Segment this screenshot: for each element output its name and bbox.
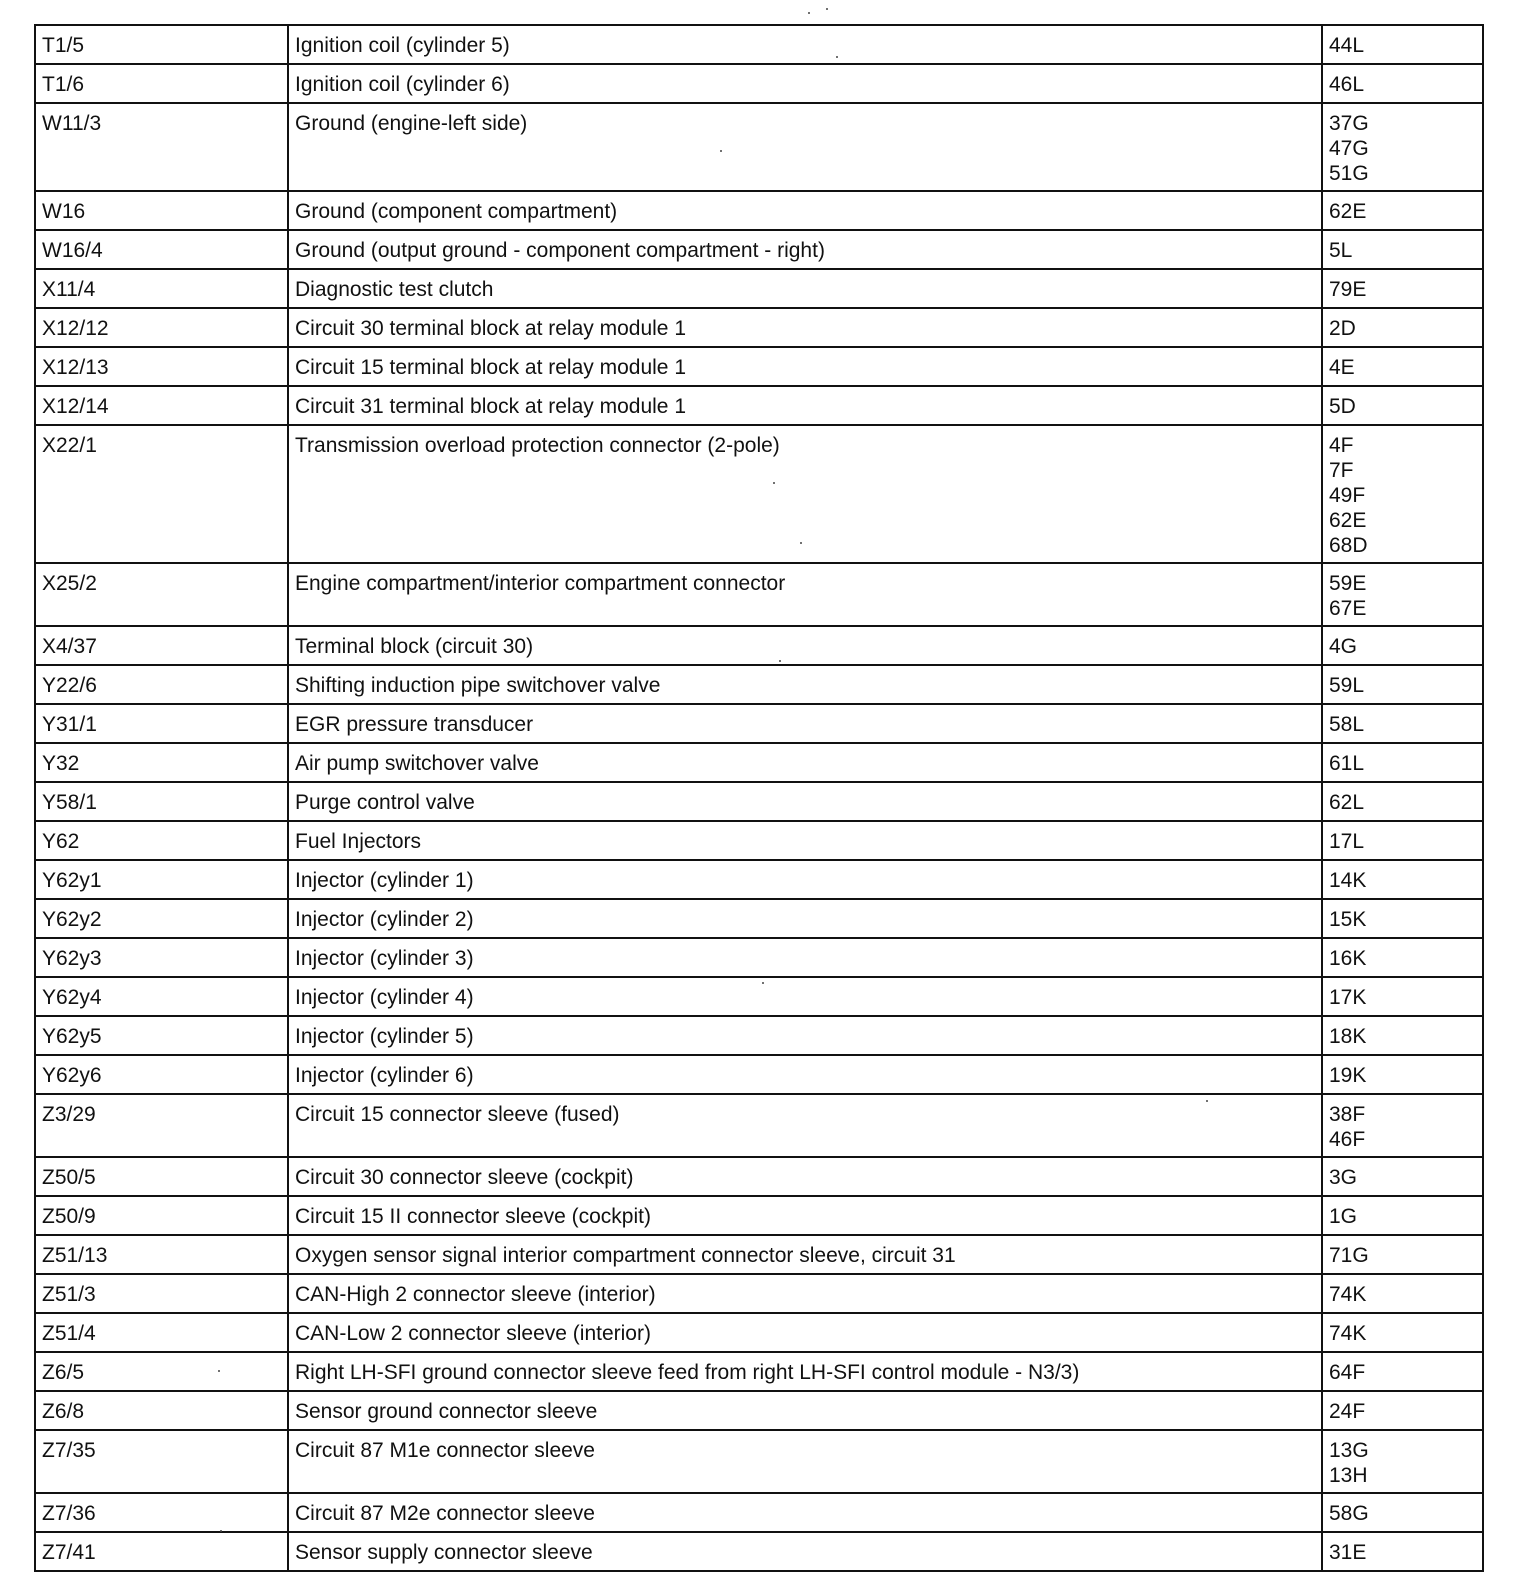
grid-locations [1322, 1391, 1483, 1430]
component-description: Circuit 30 connector sleeve (cockpit) [288, 1157, 1322, 1196]
component-description: Shifting induction pipe switchover valve [288, 665, 1322, 704]
grid-location: 38F [1329, 1103, 1366, 1126]
component-description: Circuit 15 II connector sleeve (cockpit) [288, 1196, 1322, 1235]
table-row [35, 1016, 1483, 1055]
grid-location: 59E [1329, 572, 1367, 595]
component-code: W16/4 [35, 230, 288, 269]
grid-location: 62L [1329, 791, 1365, 814]
scan-speck [1206, 1100, 1208, 1102]
table-row [35, 1430, 1483, 1493]
scan-speck [779, 660, 781, 662]
component-description: Engine compartment/interior compartment connector [288, 563, 1322, 626]
table-row [35, 191, 1483, 230]
grid-location: 59L [1329, 674, 1365, 697]
scan-speck [218, 1370, 220, 1372]
grid-location: 67E [1329, 597, 1367, 620]
grid-locations [1322, 1313, 1483, 1352]
table-row [35, 1532, 1483, 1571]
table-row [35, 425, 1483, 563]
grid-locations [1322, 1235, 1483, 1274]
component-description: Diagnostic test clutch [288, 269, 1322, 308]
component-code: Y32 [35, 743, 288, 782]
component-code: Y62y6 [35, 1055, 288, 1094]
component-description: Air pump switchover valve [288, 743, 1322, 782]
table-row [35, 25, 1483, 64]
component-description: Ground (component compartment) [288, 191, 1322, 230]
grid-locations [1322, 386, 1483, 425]
grid-locations [1322, 1493, 1483, 1532]
grid-location: 15K [1329, 908, 1367, 931]
grid-location: 19K [1329, 1064, 1367, 1087]
component-code: X12/13 [35, 347, 288, 386]
component-description: Injector (cylinder 5) [288, 1016, 1322, 1055]
table-row [35, 1391, 1483, 1430]
component-code: Z51/4 [35, 1313, 288, 1352]
table-row [35, 1313, 1483, 1352]
component-description: Fuel Injectors [288, 821, 1322, 860]
grid-locations [1322, 899, 1483, 938]
component-code: Y31/1 [35, 704, 288, 743]
component-description: Sensor ground connector sleeve [288, 1391, 1322, 1430]
grid-location: 7F [1329, 459, 1354, 482]
grid-locations [1322, 347, 1483, 386]
table-row [35, 1352, 1483, 1391]
grid-locations [1322, 103, 1483, 191]
component-code: T1/6 [35, 64, 288, 103]
component-description: Circuit 15 terminal block at relay module 1 [288, 347, 1322, 386]
grid-location: 51G [1329, 162, 1369, 185]
component-code: Y62 [35, 821, 288, 860]
component-description: Circuit 87 M1e connector sleeve [288, 1430, 1322, 1493]
grid-location: 62E [1329, 200, 1367, 223]
component-code: X12/14 [35, 386, 288, 425]
grid-location: 44L [1329, 34, 1365, 57]
grid-location: 64F [1329, 1361, 1366, 1384]
component-description: Ground (engine-left side) [288, 103, 1322, 191]
component-description: CAN-Low 2 connector sleeve (interior) [288, 1313, 1322, 1352]
component-code: Y62y3 [35, 938, 288, 977]
grid-location: 24F [1329, 1400, 1366, 1423]
grid-location: 4F [1329, 434, 1354, 457]
component-code: Y62y5 [35, 1016, 288, 1055]
component-code: Y62y2 [35, 899, 288, 938]
table-row [35, 977, 1483, 1016]
grid-locations [1322, 1274, 1483, 1313]
component-code: Z50/5 [35, 1157, 288, 1196]
grid-location: 31E [1329, 1541, 1367, 1564]
grid-location: 17L [1329, 830, 1365, 853]
grid-locations [1322, 191, 1483, 230]
table-row [35, 386, 1483, 425]
table-row [35, 1274, 1483, 1313]
grid-location: 5L [1329, 239, 1353, 262]
grid-locations [1322, 860, 1483, 899]
table-row [35, 230, 1483, 269]
table-row [35, 860, 1483, 899]
component-description: Oxygen sensor signal interior compartment connector sleeve, circuit 31 [288, 1235, 1322, 1274]
component-code: X12/12 [35, 308, 288, 347]
component-code: Z7/36 [35, 1493, 288, 1532]
component-code: Z7/35 [35, 1430, 288, 1493]
component-description: Sensor supply connector sleeve [288, 1532, 1322, 1571]
grid-location: 49F [1329, 484, 1366, 507]
component-description: CAN-High 2 connector sleeve (interior) [288, 1274, 1322, 1313]
grid-locations [1322, 704, 1483, 743]
scan-speck [720, 150, 722, 152]
table-row [35, 665, 1483, 704]
component-description: Injector (cylinder 1) [288, 860, 1322, 899]
grid-locations [1322, 1430, 1483, 1493]
grid-locations [1322, 1016, 1483, 1055]
grid-location: 16K [1329, 947, 1367, 970]
grid-location: 62E [1329, 509, 1367, 532]
component-code: X25/2 [35, 563, 288, 626]
component-description: Injector (cylinder 4) [288, 977, 1322, 1016]
grid-locations [1322, 308, 1483, 347]
component-code: Z51/3 [35, 1274, 288, 1313]
grid-location: 17K [1329, 986, 1367, 1009]
grid-location: 61L [1329, 752, 1365, 775]
component-code: X4/37 [35, 626, 288, 665]
grid-location: 14K [1329, 869, 1367, 892]
table-row [35, 347, 1483, 386]
table-row [35, 1493, 1483, 1532]
grid-location: 4E [1329, 356, 1355, 379]
component-description: Ignition coil (cylinder 5) [288, 25, 1322, 64]
table-row [35, 782, 1483, 821]
table-row [35, 899, 1483, 938]
table-row [35, 743, 1483, 782]
grid-location: 2D [1329, 317, 1356, 340]
grid-location: 68D [1329, 534, 1368, 557]
legend-table-body [35, 25, 1483, 1571]
component-description: Injector (cylinder 6) [288, 1055, 1322, 1094]
grid-location: 13H [1329, 1464, 1368, 1487]
component-description: Ignition coil (cylinder 6) [288, 64, 1322, 103]
grid-location: 74K [1329, 1283, 1367, 1306]
component-description: Transmission overload protection connector (2-pole) [288, 425, 1322, 563]
component-legend-table [34, 24, 1484, 1572]
component-description: Circuit 15 connector sleeve (fused) [288, 1094, 1322, 1157]
table-row [35, 1094, 1483, 1157]
grid-locations [1322, 821, 1483, 860]
scan-speck [220, 1530, 222, 1532]
component-code: Z3/29 [35, 1094, 288, 1157]
scan-speck [826, 8, 828, 10]
scan-speck [773, 482, 775, 484]
component-description: Circuit 87 M2e connector sleeve [288, 1493, 1322, 1532]
component-code: Y58/1 [35, 782, 288, 821]
table-row [35, 704, 1483, 743]
table-row [35, 269, 1483, 308]
scan-speck [808, 12, 810, 14]
grid-location: 58G [1329, 1502, 1369, 1525]
grid-locations [1322, 977, 1483, 1016]
grid-location: 4G [1329, 635, 1358, 658]
grid-location: 46F [1329, 1128, 1366, 1151]
grid-location: 79E [1329, 278, 1367, 301]
grid-location: 46L [1329, 73, 1365, 96]
grid-locations [1322, 1352, 1483, 1391]
grid-location: 1G [1329, 1205, 1358, 1228]
grid-locations [1322, 269, 1483, 308]
grid-locations [1322, 626, 1483, 665]
table-row [35, 1055, 1483, 1094]
scan-speck [836, 56, 838, 58]
scan-speck [800, 542, 802, 544]
component-code: X11/4 [35, 269, 288, 308]
component-description: Right LH-SFI ground connector sleeve feed from right LH-SFI control module - N3/3) [288, 1352, 1322, 1391]
component-description: Injector (cylinder 2) [288, 899, 1322, 938]
grid-location: 74K [1329, 1322, 1367, 1345]
grid-location: 47G [1329, 137, 1369, 160]
component-code: X22/1 [35, 425, 288, 563]
table-row [35, 103, 1483, 191]
grid-locations [1322, 1196, 1483, 1235]
component-code: Y62y4 [35, 977, 288, 1016]
grid-location: 13G [1329, 1439, 1369, 1462]
component-code: Z6/8 [35, 1391, 288, 1430]
component-description: Injector (cylinder 3) [288, 938, 1322, 977]
component-code: T1/5 [35, 25, 288, 64]
component-code: W16 [35, 191, 288, 230]
component-description: EGR pressure transducer [288, 704, 1322, 743]
grid-locations [1322, 425, 1483, 563]
component-code: Z50/9 [35, 1196, 288, 1235]
grid-locations [1322, 665, 1483, 704]
component-code: Y62y1 [35, 860, 288, 899]
table-row [35, 563, 1483, 626]
grid-location: 58L [1329, 713, 1365, 736]
grid-locations [1322, 1055, 1483, 1094]
grid-locations [1322, 938, 1483, 977]
grid-locations [1322, 1157, 1483, 1196]
grid-locations [1322, 64, 1483, 103]
grid-locations [1322, 25, 1483, 64]
table-row [35, 821, 1483, 860]
grid-location: 3G [1329, 1166, 1358, 1189]
grid-locations [1322, 1094, 1483, 1157]
table-row [35, 1157, 1483, 1196]
component-code: Z6/5 [35, 1352, 288, 1391]
component-code: Y22/6 [35, 665, 288, 704]
component-code: Z7/41 [35, 1532, 288, 1571]
grid-location: 71G [1329, 1244, 1369, 1267]
component-code: W11/3 [35, 103, 288, 191]
grid-location: 18K [1329, 1025, 1367, 1048]
component-description: Circuit 30 terminal block at relay module 1 [288, 308, 1322, 347]
grid-locations [1322, 230, 1483, 269]
table-row [35, 626, 1483, 665]
grid-locations [1322, 743, 1483, 782]
table-row [35, 308, 1483, 347]
scan-speck [762, 982, 764, 984]
grid-locations [1322, 782, 1483, 821]
component-description: Purge control valve [288, 782, 1322, 821]
table-row [35, 64, 1483, 103]
table-row [35, 1196, 1483, 1235]
table-row [35, 1235, 1483, 1274]
table-row [35, 938, 1483, 977]
grid-locations [1322, 1532, 1483, 1571]
component-description: Terminal block (circuit 30) [288, 626, 1322, 665]
component-code: Z51/13 [35, 1235, 288, 1274]
component-description: Ground (output ground - component compartment - right) [288, 230, 1322, 269]
grid-location: 5D [1329, 395, 1356, 418]
component-description: Circuit 31 terminal block at relay module 1 [288, 386, 1322, 425]
grid-location: 37G [1329, 112, 1369, 135]
grid-locations [1322, 563, 1483, 626]
